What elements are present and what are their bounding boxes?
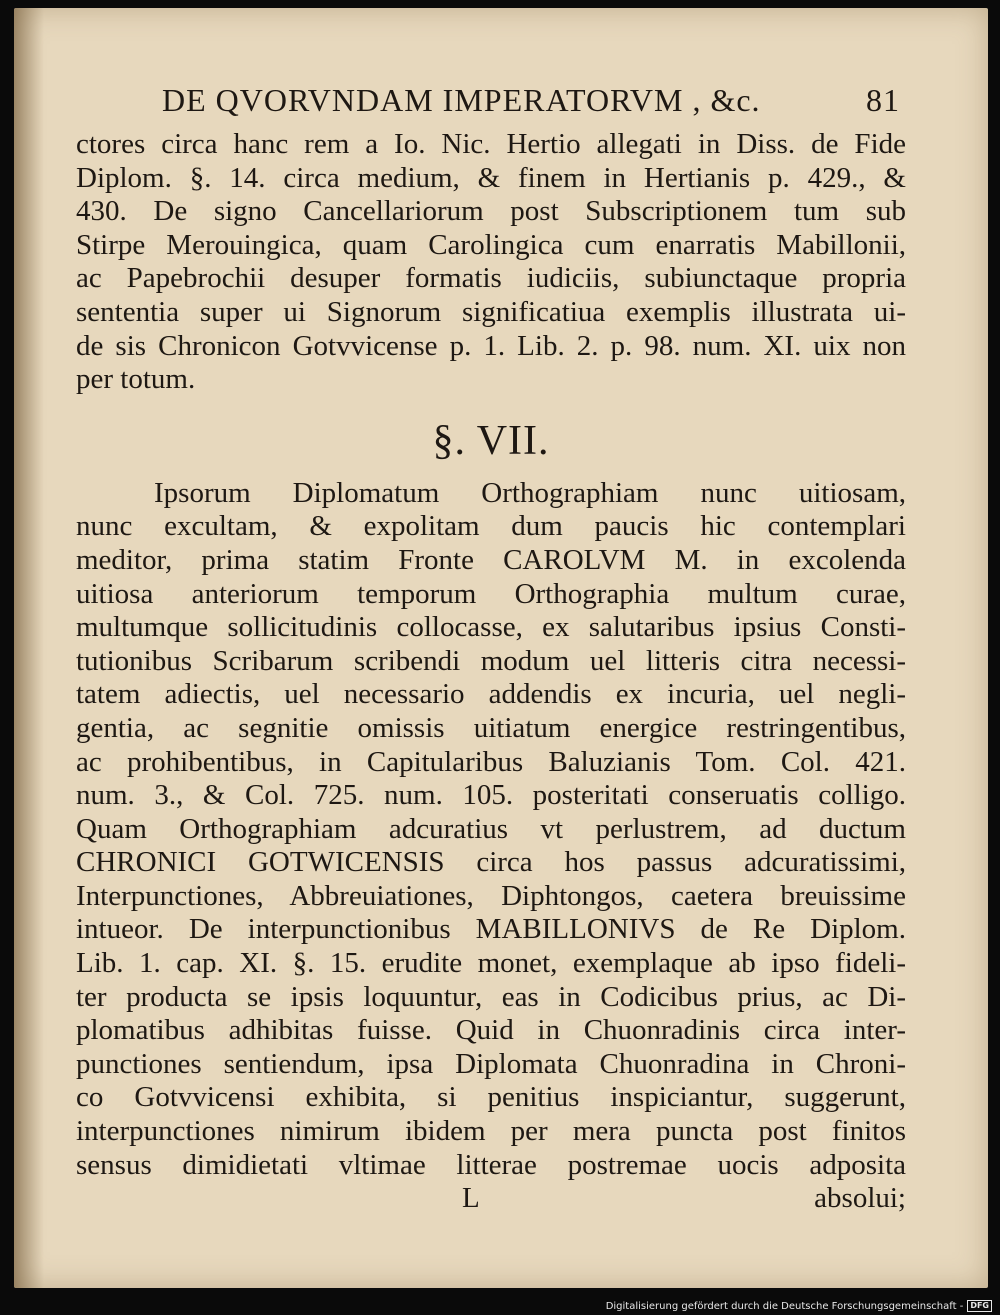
- page-gutter-shadow: [14, 8, 44, 1288]
- running-head: [76, 80, 906, 128]
- credit-text: Digitalisierung gefördert durch die Deutsche Forschungsgemeinschaft -: [605, 1300, 964, 1312]
- catchword: absolui;: [814, 1182, 906, 1215]
- text-line: CHRONICI GOTWICENSIS circa hos passus adcuratissimi,: [76, 846, 906, 879]
- text-line: intueor. De interpunctionibus MABILLONIVS de Re Diplom.: [76, 913, 906, 946]
- text-line: meditor, prima statim Fronte CAROLVM M. in excolenda: [76, 543, 906, 576]
- text-line: ac Papebrochii desuper formatis iudiciis, subiunctaque propria: [76, 262, 906, 295]
- section-heading: §. VII.: [432, 417, 550, 464]
- text-line: co Gotvvicensi exhibita, si penitius inspiciantur, suggerunt,: [76, 1081, 906, 1114]
- text-block: [76, 80, 906, 1218]
- page-number: 81: [866, 82, 900, 118]
- text-line: interpunctiones nimirum ibidem per mera puncta post finitos: [76, 1115, 906, 1148]
- text-line: nunc excultam, & expolitam dum paucis hic contemplari: [76, 510, 906, 543]
- text-line: uitiosa anteriorum temporum Orthographia multum curae,: [76, 577, 906, 610]
- digitization-credit: [606, 1300, 992, 1312]
- text-line: num. 3., & Col. 725. num. 105. posteritati conseruatis colligo.: [76, 779, 906, 812]
- signature-mark: L: [462, 1182, 480, 1215]
- text-line: plomatibus adhibitas fuisse. Quid in Chuonradinis circa inter-: [76, 1014, 906, 1047]
- text-line: Diplom. §. 14. circa medium, & finem in Hertianis p. 429., &: [76, 161, 906, 194]
- dfg-logo: DFG: [967, 1300, 992, 1312]
- text-line: Interpunctiones, Abbreuiationes, Diphtongos, caetera breuissime: [76, 879, 906, 912]
- text-line: tatem adiectis, uel necessario addendis ex incuria, uel negli-: [76, 678, 906, 711]
- book-page: [14, 8, 988, 1288]
- text-line: punctiones sentiendum, ipsa Diplomata Chuonradina in Chroni-: [76, 1047, 906, 1080]
- text-line: gentia, ac segnitie omissis uitiatum energice restringentibus,: [76, 711, 906, 744]
- page-foot: [76, 1182, 906, 1218]
- text-line: tutionibus Scribarum scribendi modum uel litteris citra necessi-: [76, 644, 906, 677]
- text-line: 430. De signo Cancellariorum post Subscriptionem tum sub: [76, 195, 906, 228]
- text-line: ac prohibentibus, in Capitularibus Baluzianis Tom. Col. 421.: [76, 745, 906, 778]
- text-line: Stirpe Merouingica, quam Carolingica cum enarratis Mabillonii,: [76, 228, 906, 261]
- text-line: ctores circa hanc rem a Io. Nic. Hertio allegati in Diss. de Fide: [76, 128, 906, 160]
- text-line: Quam Orthographiam adcuratius vt perlustrem, ad ductum: [76, 812, 906, 845]
- text-line: sensus dimidietati vltimae litterae postremae uocis adposita: [76, 1148, 906, 1181]
- text-line: sententia super ui Signorum significatiua exemplis illustrata ui-: [76, 295, 906, 328]
- text-line: Ipsorum Diplomatum Orthographiam nunc uitiosam,: [154, 476, 906, 509]
- text-line: multumque sollicitudinis collocasse, ex salutaribus ipsius Consti-: [76, 611, 906, 644]
- text-line: de sis Chronicon Gotvvicense p. 1. Lib. 2. p. 98. num. XI. uix non: [76, 329, 906, 362]
- text-line: Lib. 1. cap. XI. §. 15. erudite monet, exemplaque ab ipso fideli-: [76, 947, 906, 980]
- paragraph-1: [76, 128, 906, 397]
- text-line: ter producta se ipsis loquuntur, eas in Codicibus prius, ac Di-: [76, 980, 906, 1013]
- running-head-title: DE QVORVNDAM IMPERATORVM , &c.: [162, 82, 761, 118]
- paragraph-2: [76, 477, 906, 1182]
- text-line: per totum.: [76, 363, 196, 396]
